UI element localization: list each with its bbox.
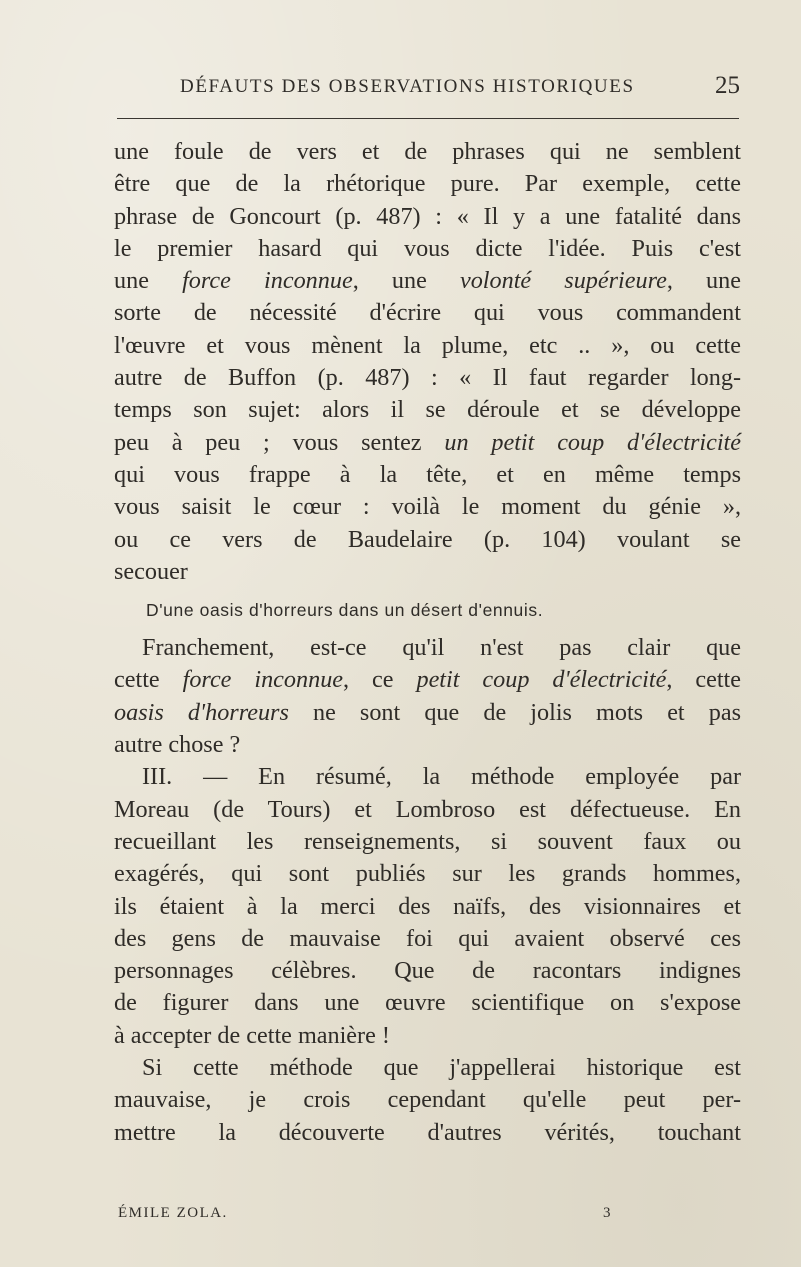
printer-signature [114,1205,741,1231]
text-line [114,697,741,729]
text-line: Si cette méthode que j'appellerai historique est [142,1054,741,1082]
text-line: temps son sujet: alors il se déroule et se développe [114,396,741,424]
italic-run: un petit coup d'électricité [444,428,741,456]
text-line: exagérés, qui sont publiés sur les grands hommes, [114,860,741,888]
page-number: 25 [715,72,740,99]
text-run: , une [666,267,741,295]
text-run: cette [114,666,183,694]
text-line: à accepter de cette manière ! [114,1021,390,1049]
text-line: l'œuvre et vous mènent la plume, etc .. », ou cette [114,331,741,359]
text-line [114,664,741,696]
text-line [114,427,741,459]
italic-run: oasis d'horreurs [114,698,289,726]
header-rule [117,118,739,119]
text-line: vous saisit le cœur : voilà le moment du génie », [114,493,741,521]
text-line: ils étaient à la merci des naïfs, des visionnaires et [114,892,741,920]
text-line: autre chose ? [114,731,241,759]
text-line: être que de la rhétorique pure. Par exemple, cette [114,170,741,198]
text-run: ne sont que de jolis mots et pas [288,698,741,726]
body-text [114,136,741,1149]
text-run: , une [352,267,460,295]
text-run: peu à peu ; vous sentez [114,428,445,456]
text-line: phrase de Goncourt (p. 487) : « Il y a une fatalité dans [114,202,741,230]
italic-run: force inconnue [182,666,344,694]
text-run: , ce [343,666,417,694]
italic-run: volonté supérieure [459,267,667,295]
text-line: III. — En résumé, la méthode employée par [142,763,741,791]
text-run: , cette [666,666,741,694]
text-line: Franchement, est-ce qu'il n'est pas clair que [142,634,741,662]
sheet-number: 3 [603,1205,611,1221]
running-head [180,72,740,106]
text-line: qui vous frappe à la tête, et en même temps [114,460,741,488]
text-line: de figurer dans une œuvre scientifique on s'expose [114,989,741,1017]
text-line: personnages célèbres. Que de racontars indignes [114,957,741,985]
signature-author: ÉMILE ZOLA. [118,1205,228,1221]
text-line: secouer [114,557,188,585]
text-line: autre de Buffon (p. 487) : « Il faut regarder long- [114,364,741,392]
text-line: le premier hasard qui vous dicte l'idée. Puis c'est [114,234,741,262]
text-line: sorte de nécessité d'écrire qui vous commandent [114,299,741,327]
running-title: DÉFAUTS DES OBSERVATIONS HISTORIQUES [180,76,635,97]
text-line: Moreau (de Tours) et Lombroso est défectueuse. En [114,795,741,823]
italic-run: petit coup d'électricité [416,666,667,694]
text-line: mettre la découverte d'autres vérités, touchant [114,1118,741,1146]
quoted-verse: D'une oasis d'horreurs dans un désert d'ennuis. [146,600,544,621]
text-line: recueillant les renseignements, si souvent faux ou [114,827,741,855]
text-line: ou ce vers de Baudelaire (p. 104) voulant se [114,525,741,553]
text-line: mauvaise, je crois cependant qu'elle peut per- [114,1086,741,1114]
text-line [114,265,741,297]
text-line: des gens de mauvaise foi qui avaient observé ces [114,924,741,952]
italic-run: force inconnue [182,267,353,295]
text-run: une [114,267,183,295]
text-line: une foule de vers et de phrases qui ne semblent [114,138,741,165]
